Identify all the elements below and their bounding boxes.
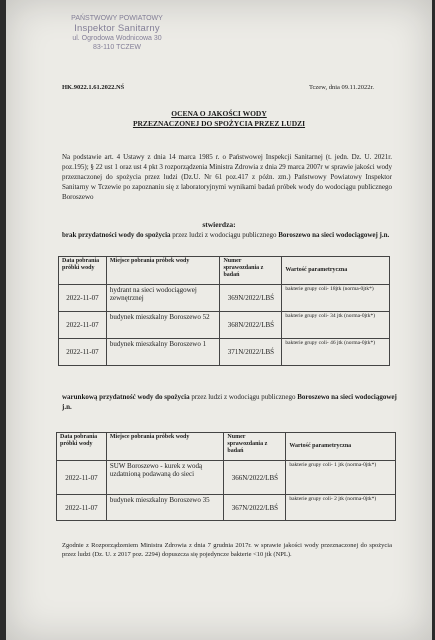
col-header-date: Data pobrania próbki wody (59, 257, 107, 285)
cell-date: 2022-11-07 (59, 285, 107, 312)
col-header-place: Miejsce pobrania próbek wody (106, 433, 224, 461)
col-header-number: Numer sprawozdania z badań (220, 257, 282, 285)
cell-date: 2022-11-07 (57, 495, 107, 521)
cell-param: bakterie grupy coli- 1 jtk (norma-0jtk*) (286, 461, 396, 495)
section-1-bold-2: Boroszewo na sieci wodociągowej j.n. (278, 231, 390, 239)
table-row (59, 285, 390, 312)
col-header-date: Data pobrania próbki wody (57, 433, 107, 461)
cell-param: bakterie grupy coli- 46 jtk (norma-0jtk*) (282, 339, 390, 366)
section-1-lead (62, 230, 402, 240)
stwierdza-heading: stwierdza: (202, 220, 236, 229)
table-row (57, 495, 396, 521)
col-header-param: Wartość parametryczna (286, 433, 396, 461)
document-title-line-1: OCENA O JAKOŚCI WODY (171, 109, 267, 118)
document-date: Tczew, dnia 09.11.2022r. (309, 84, 374, 91)
table-header-row (59, 257, 390, 285)
col-header-param: Wartość parametryczna (282, 257, 390, 285)
table-unfit-water (58, 256, 390, 366)
cell-number: 366N/2022/LBŚ (224, 461, 286, 495)
reference-number: HK.9022.1.61.2022.NŚ (62, 84, 125, 91)
table-conditional-water (56, 432, 396, 521)
cell-place: budynek mieszkalny Boroszewo 1 (106, 339, 220, 366)
section-2-lead (62, 392, 402, 412)
cell-place: hydrant na sieci wodociągowej zewnętrznej (106, 285, 220, 312)
table-header-row (57, 433, 396, 461)
table-row (59, 312, 390, 339)
cell-number: 368N/2022/LBŚ (220, 312, 282, 339)
cell-date: 2022-11-07 (59, 312, 107, 339)
cell-date: 2022-11-07 (57, 461, 107, 495)
cell-place: budynek mieszkalny Boroszewo 52 (106, 312, 220, 339)
section-1-normal: przez ludzi z wodociągu publicznego (170, 231, 279, 239)
cell-number: 367N/2022/LBŚ (224, 495, 286, 521)
cell-number: 369N/2022/LBŚ (220, 285, 282, 312)
cell-place: SUW Boroszewo - kurek z wodą uzdatnioną podawaną do sieci (106, 461, 224, 495)
office-stamp (62, 14, 172, 52)
section-2-bold-1: warunkową przydatność wody do spożycia (62, 393, 190, 401)
cell-date: 2022-11-07 (59, 339, 107, 366)
section-2-bold-2: Boroszewo na sieci wodociągowej j.n. (62, 393, 397, 411)
legal-footnote: Zgodnie z Rozporządzeniem Ministra Zdrowia z dnia 7 grudnia 2017r. w sprawie jakości wody przeznaczonej do spożycia przez ludzi (Dz. U. z 2017 poz. 2294) dopuszcza się pojedyncze bakterie <10 jtk (NPL). (62, 542, 392, 558)
cell-param: bakterie grupy coli- 2 jtk (norma-0jtk*) (286, 495, 396, 521)
cell-param: bakterie grupy coli- 34 jtk (norma-0jtk*) (282, 312, 390, 339)
stamp-line-1: PAŃSTWOWY POWIATOWY (71, 15, 163, 22)
stamp-line-2: Inspektor Sanitarny (74, 23, 160, 34)
table-row (57, 461, 396, 495)
intro-paragraph: Na podstawie art. 4 Ustawy z dnia 14 marca 1985 r. o Państwowej Inspekcji Sanitarnej (t. jedn. Dz. U. 2021r. poz.195); § 22 ust 1 oraz ust 4 pkt 3 rozporządzenia Ministra Zdrowia z dnia 29 marca 2007r w sprawie jakości wody przeznaczonej do spożycia przez ludzi (Dz.U. Nr 61 poz.417 z późn. zm.) Państwowy Powiatowy Inspektor Sanitarny w Tczewie po zapoznaniu się z laboratoryjnymi wynikami badań próbek wody do wodociągu publicznego Boroszewo (62, 153, 392, 201)
cell-number: 371N/2022/LBŚ (220, 339, 282, 366)
document-title-line-2: PRZEZNACZONEJ DO SPOŻYCIA PRZEZ LUDZI (132, 119, 306, 128)
stamp-line-3: ul. Ogrodowa Wodnicowa 30 (72, 35, 162, 42)
section-1-bold-1: brak przydatności wody do spożycia (62, 231, 171, 239)
stamp-line-4: 83-110 TCZEW (93, 44, 141, 51)
col-header-place: Miejsce pobrania próbek wody (106, 257, 220, 285)
section-2-normal: przez ludzi z wodociągu publicznego (189, 393, 298, 401)
table-row (59, 339, 390, 366)
col-header-number: Numer sprawozdania z badań (224, 433, 286, 461)
cell-param: bakterie grupy coli- 18jtk (norma-0jtk*) (282, 285, 390, 312)
document-page (6, 0, 432, 640)
cell-place: budynek mieszkalny Boroszewo 35 (106, 495, 224, 521)
